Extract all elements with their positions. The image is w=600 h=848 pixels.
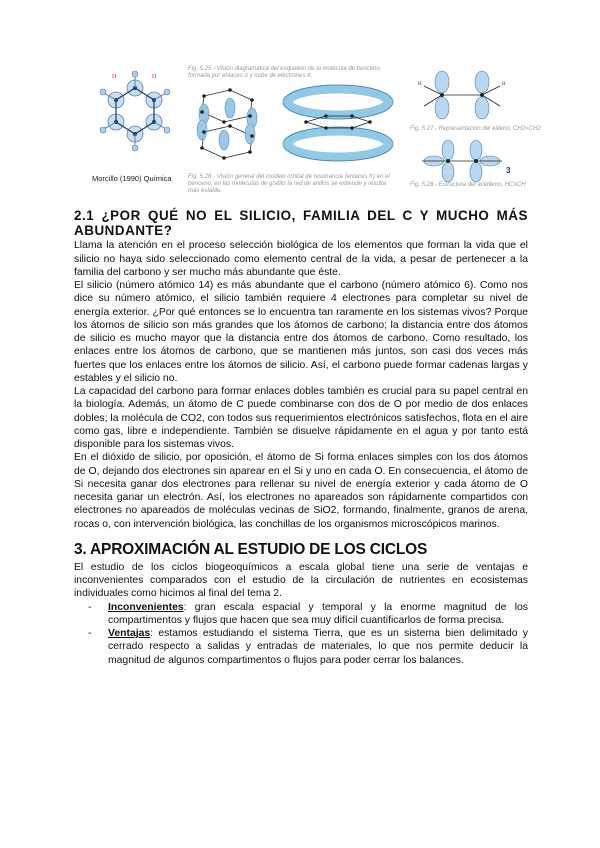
svg-text:H: H [112,74,117,80]
document-body [74,208,528,667]
section-2-1-paragraph: El silicio (número atómico 14) es más abundante que el carbono (número atómico 6). Como nos dice su número atómico, el silicio también requiere 4 electrones para completar su nivel de energía exterior. ¿Por qué entonces se lo encuentra tan raramente en los sistemas vivos? Porque los átomos de silicio son más grandes que los átomos de carbono; la distancia entre dos átomos de silicio es mucho mayor que la distancia entre dos átomos de carbono. Como resultado, los enlaces entre los átomos de carbono, que se mantienen más juntos, son casi dos veces más fuertes que los enlaces entre los átomos de silicio. Así, el carbono puede formar cadenas largas y estables y el silicio no. [74,280,528,384]
section-3-intro: El estudio de los ciclos biogeoquímicos a escala global tiene una serie de ventajas e inconvenientes comparados con el estudio de la circulación de nutrientes en ecosistemas individuales como hicimos al final del tema 2. [74,561,528,600]
list-bullet: - [88,628,92,640]
ethylene-orbital-diagram [402,68,532,124]
figure-number: 3 [506,166,511,175]
list-item-text: : gran escala espacial y temporal y la enorme magnitud de los compartimentos y flujos que hacen que sea muy difícil cuantificarlos de forma precisa. [108,601,528,626]
list-bullet: - [88,601,92,613]
svg-text:H: H [152,74,157,80]
svg-text:H: H [418,82,422,87]
figure-source-caption: Morcillo (1990) Química [92,174,172,183]
list-item-text: : estamos estudiando el sistema Tierra, que es un sistema bien delimitado y cerrado respecto a salidas y entradas de materiales, lo que nos permite deducir la magnitud de algunos compartimentos o flujos para poder cerrar los balances. [108,628,528,666]
figure-caption-top: Fig. 5.25.- Visión diagramática del esqueleto de la molécula de benceno, formada por enlaces σ y nube de electrones π. [188,66,382,79]
benzene-hexagon-figure [92,70,178,188]
benzene-hexagon-diagram [92,70,178,170]
section-2-1-paragraph: La capacidad del carbono para formar enlaces dobles también es crucial para su papel central en la biología. Además, un átomo de C puede combinarse con dos de O por medio de dos enlaces dobles; la molécula de CO2, con todos sus requerimientos electrónicos satisfechos, flota en el aire como gas, libre e independiente. También se disuelve rápidamente en el agua y por tanto está disponible para los sistemas vivos. [74,386,528,451]
section-2-1-paragraph: Llama la atención en el proceso selección biológica de los elementos que forman la vida que el silicio no haya sido seleccionado como elemento central de la vida, a pesar de pertenecer a la familia del carbono y ser mucho más abundante que éste. [74,240,528,278]
acetylene-orbital-diagram [402,136,532,186]
ethylene-acetylene-figure [402,68,541,190]
benzene-orbital-rings-figure [180,66,402,194]
figure-caption-right-bottom: Fig. 5.28.- Estructura del acetileno, HC≡CH [410,182,526,188]
list-item-term: Inconvenientes [108,601,184,613]
figure-strip [92,66,541,194]
list-item-ventajas [74,627,528,667]
svg-text:H: H [502,82,506,87]
list-item-term: Ventajas [108,628,151,640]
section-2-1-paragraph: En el dióxido de silicio, por oposición, el átomo de Si forma enlaces simples con los dos átomos de O, dejando dos electrones sin aparear en el Si y uno en cada O. En consecuencia, el átomo de Si necesita ganar dos electrones para rellenar su nivel de energía exterior y cada átomo de O necesita ganar un electrón. Así, los electrones no apareados son rápidamente compartidos con electrones no apareados de moléculas vecinas de SiO2, formando, finalmente, granos de arena, rocas o, con intervención biológica, las conchillas de los organismos microscópicos marinos. [74,452,528,530]
orbital-rings-diagram [180,82,402,180]
list-item-inconvenientes [74,601,528,628]
figure-caption-right-top: Fig. 5.27.- Representación del etileno, CH2=CH2 [410,126,541,132]
section-3-title: 3. APROXIMACIÓN AL ESTUDIO DE LOS CICLOS [74,540,428,558]
figure-caption-bottom: Fig. 5.26.- Visión general del modelo orbital de resonancia (enlaces π) en el benceno; en las moléculas de grafito la red de anillos se extiende y resulta más estable. [188,174,390,194]
section-3-list [74,601,528,667]
section-2-1-title: 2.1 ¿POR QUÉ NO EL SILICIO, FAMILIA DEL C Y MUCHO MÁS ABUNDANTE? [74,208,528,239]
